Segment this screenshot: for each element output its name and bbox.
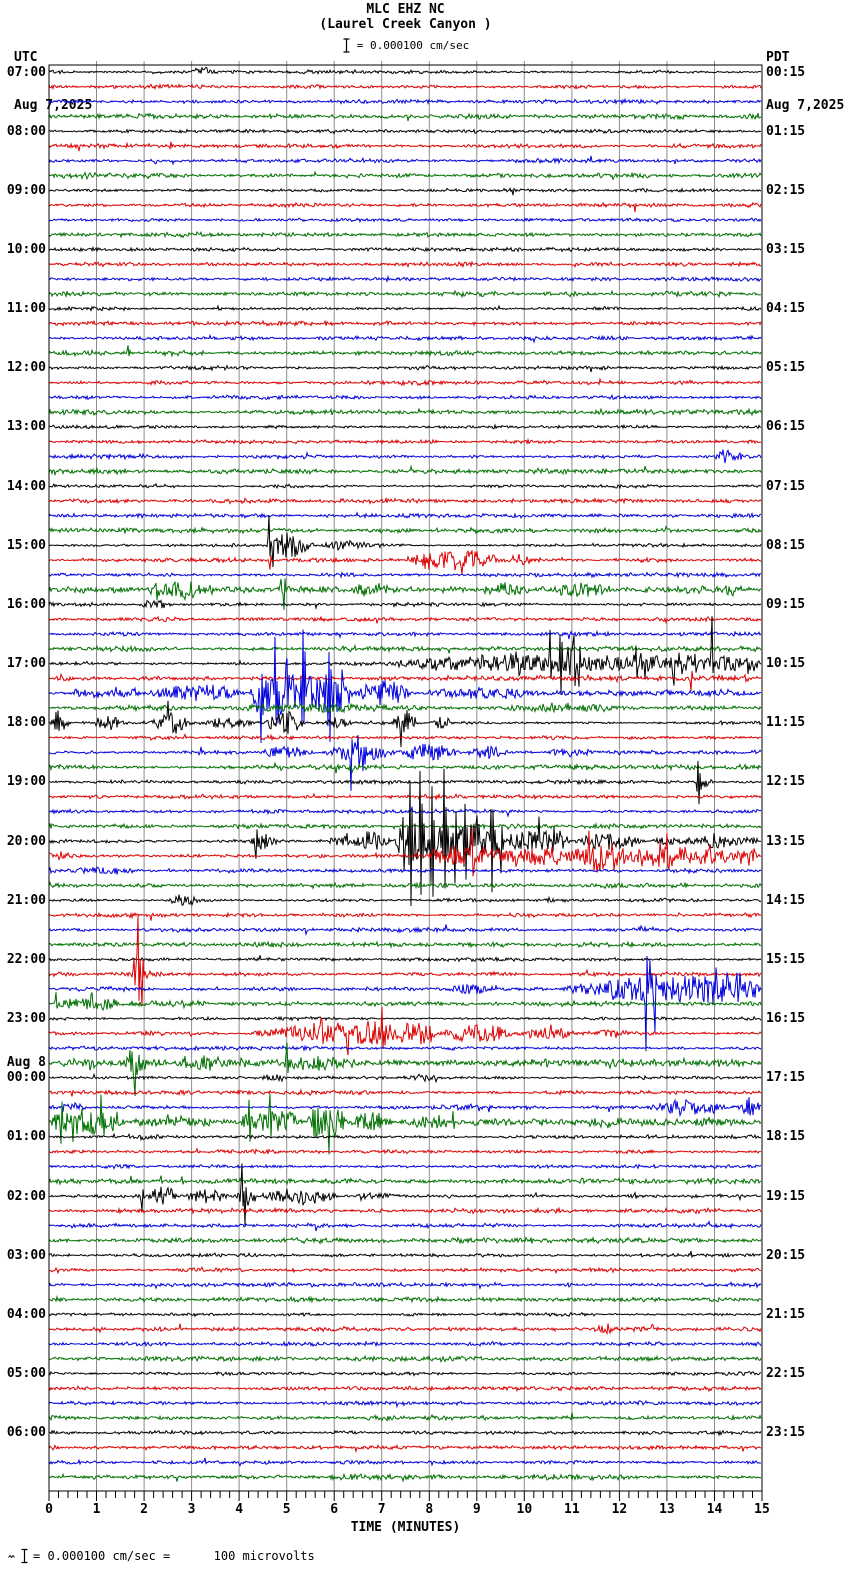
pdt-hour-label: 04:15	[766, 301, 806, 317]
utc-hour-label: 16:00	[6, 596, 46, 612]
pdt-hour-label: 21:15	[766, 1306, 806, 1322]
pdt-hour-label: 00:15	[766, 64, 806, 80]
utc-hour-label: 00:00	[6, 1070, 46, 1086]
utc-hour-label: 11:00	[6, 301, 46, 317]
pdt-hour-label: 20:15	[766, 1247, 806, 1263]
utc-hour-label: 13:00	[6, 419, 46, 435]
utc-hour-label: 05:00	[6, 1366, 46, 1382]
utc-hour-label: 04:00	[6, 1306, 46, 1322]
x-tick-label: 4	[235, 1502, 244, 1517]
utc-hour-label: 02:00	[6, 1188, 46, 1204]
microvolt-squiggle-icon	[8, 1553, 16, 1559]
x-tick-label: 15	[754, 1502, 770, 1517]
pdt-hour-label: 10:15	[766, 656, 806, 672]
pdt-hour-label: 07:15	[766, 478, 806, 494]
x-tick-label: 3	[187, 1502, 196, 1517]
utc-hour-label: 06:00	[6, 1425, 46, 1441]
utc-hour-label: 03:00	[6, 1247, 46, 1263]
utc-date-label: Aug 7,2025	[14, 98, 93, 113]
x-tick-label: 14	[706, 1502, 723, 1517]
x-tick-label: 0	[45, 1502, 53, 1517]
x-tick-label: 1	[92, 1502, 101, 1517]
utc-hour-label: 12:00	[6, 360, 46, 376]
pdt-hour-label: 17:15	[766, 1070, 806, 1086]
utc-hour-label: 01:00	[6, 1129, 46, 1145]
x-tick-label: 8	[425, 1502, 434, 1517]
x-tick-label: 10	[516, 1502, 533, 1517]
pdt-hour-label: 16:15	[766, 1011, 806, 1027]
utc-hour-label: 19:00	[6, 774, 46, 790]
x-tick-label: 9	[472, 1502, 481, 1517]
scale-bar-icon	[20, 1548, 29, 1564]
pdt-hour-label: 09:15	[766, 596, 806, 612]
pdt-hour-label: 05:15	[766, 360, 806, 376]
pdt-hour-label: 02:15	[766, 182, 806, 198]
footer-scale-text: = 0.000100 cm/sec = 100 microvolts	[33, 1549, 315, 1563]
x-tick-label: 11	[564, 1502, 580, 1517]
utc-hour-label: 07:00	[6, 64, 46, 80]
pdt-hour-label: 12:15	[766, 774, 806, 790]
footer-scale-note	[8, 1548, 315, 1564]
scale-value-label: = 0.000100 cm/sec	[356, 38, 470, 52]
x-tick-label: 7	[377, 1502, 386, 1517]
x-axis-title: TIME (MINUTES)	[350, 1520, 461, 1535]
utc-hour-label: 14:00	[6, 478, 46, 494]
pdt-hour-label: 03:15	[766, 241, 806, 257]
pdt-hour-label: 11:15	[766, 715, 806, 731]
utc-hour-label: 21:00	[6, 892, 46, 908]
x-tick-label: 5	[282, 1502, 291, 1517]
pdt-hour-label: 18:15	[766, 1129, 806, 1145]
utc-timezone-label: UTC	[14, 50, 38, 65]
station-subtitle: (Laurel Creek Canyon )	[319, 17, 492, 32]
pdt-hour-label: 15:15	[766, 951, 806, 967]
utc-hour-label: 22:00	[6, 951, 46, 967]
x-tick-label: 6	[330, 1502, 339, 1517]
utc-hour-label: 10:00	[6, 241, 46, 257]
pdt-hour-label: 08:15	[766, 537, 806, 553]
utc-date-break-label: Aug 8	[6, 1055, 46, 1071]
utc-hour-label: 15:00	[6, 537, 46, 553]
pdt-hour-label: 01:15	[766, 123, 806, 139]
pdt-hour-label: 23:15	[766, 1425, 806, 1441]
pdt-hour-label: 13:15	[766, 833, 806, 849]
utc-hour-label: 08:00	[6, 123, 46, 139]
page-title: MLC EHZ NC	[366, 2, 445, 17]
utc-hour-label: 20:00	[6, 833, 46, 849]
x-tick-label: 12	[611, 1502, 628, 1517]
utc-hour-label: 23:00	[6, 1011, 46, 1027]
pdt-hour-label: 06:15	[766, 419, 806, 435]
pdt-hour-label: 22:15	[766, 1366, 806, 1382]
utc-hour-label: 18:00	[6, 715, 46, 731]
utc-hour-label: 09:00	[6, 182, 46, 198]
x-tick-label: 2	[140, 1502, 148, 1517]
utc-hour-label: 17:00	[6, 656, 46, 672]
x-tick-label: 13	[659, 1502, 675, 1517]
pdt-date-label: Aug 7,2025	[766, 98, 845, 113]
pdt-hour-label: 19:15	[766, 1188, 806, 1204]
pdt-timezone-label: PDT	[766, 50, 790, 65]
pdt-hour-label: 14:15	[766, 892, 806, 908]
